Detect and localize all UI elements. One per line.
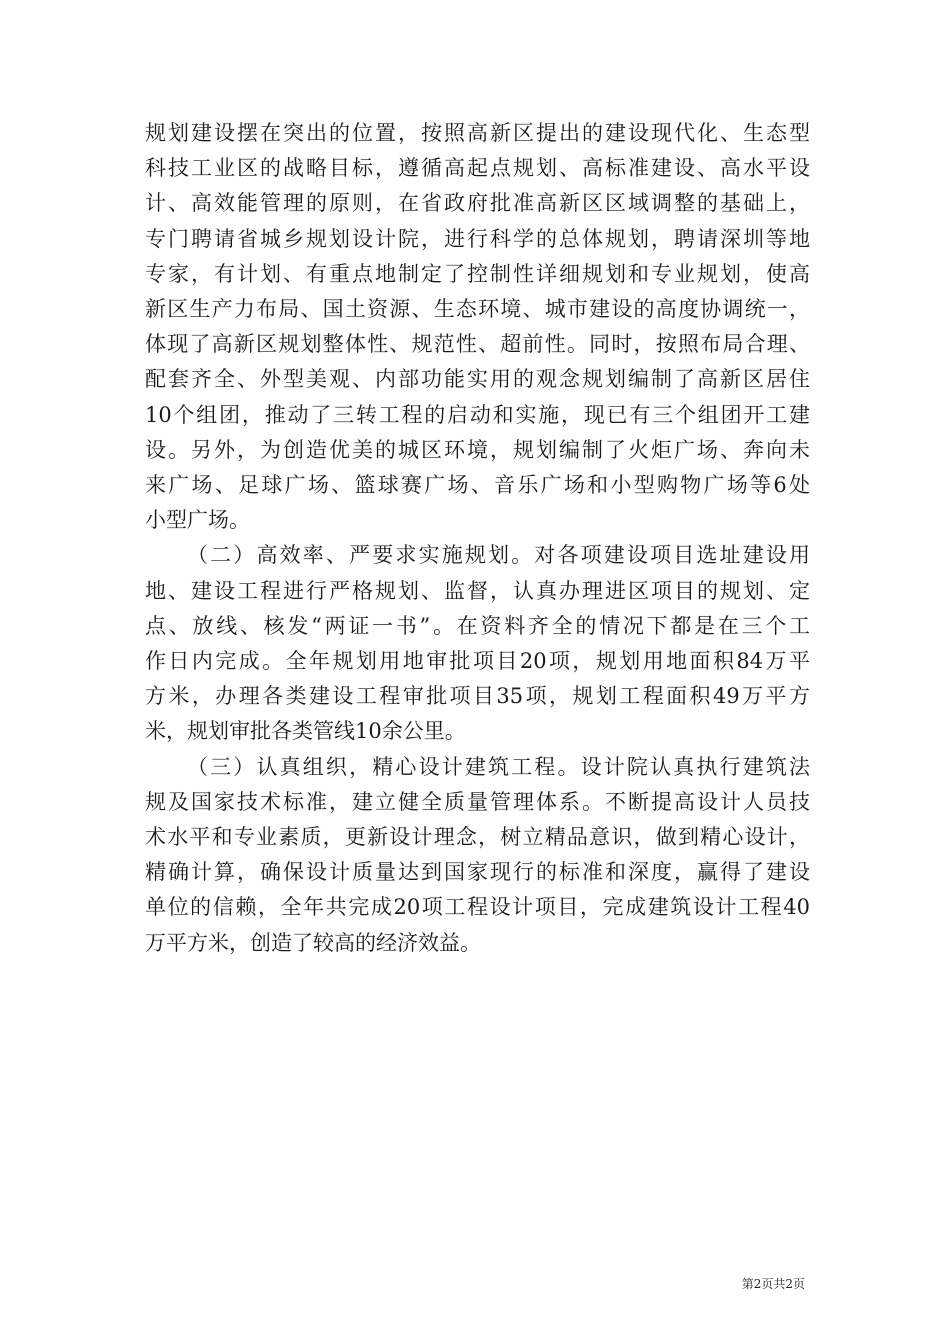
text-line: 地、建设工程进行严格规划、监督，认真办理进区项目的规划、定: [145, 578, 810, 603]
text-line: 计、高效能管理的原则，在省政府批准高新区区域调整的基础上，: [145, 191, 810, 216]
text-line: 规及国家技术标准，建立健全质量管理体系。不断提高设计人员技: [145, 789, 810, 814]
text-line: 科技工业区的战略目标，遵循高起点规划、高标准建设、高水平设: [145, 156, 810, 181]
text-line: 体现了高新区规划整体性、规范性、超前性。同时，按照布局合理、: [145, 332, 810, 357]
text-line: 点、放线、核发“两证一书”。在资料齐全的情况下都是在三个工: [145, 613, 810, 638]
text-line: 方米，办理各类建设工程审批项目35项，规划工程面积49万平方: [145, 684, 810, 709]
text-line: 新区生产力布局、国土资源、生态环境、城市建设的高度协调统一，: [145, 297, 810, 322]
text-line: （二）高效率、严要求实施规划。对各项建设项目选址建设用: [187, 543, 810, 568]
paragraph-planning-overview: [145, 116, 810, 538]
text-line: 专家，有计划、有重点地制定了控制性详细规划和专业规划，使高: [145, 261, 810, 286]
text-line: （三）认真组织，精心设计建筑工程。设计院认真执行建筑法: [187, 754, 810, 779]
text-line: 配套齐全、外型美观、内部功能实用的观念规划编制了高新区居住: [145, 367, 810, 392]
paragraph-architectural-design: [145, 750, 810, 961]
text-line: 10个组团，推动了三转工程的启动和实施，现已有三个组团开工建: [145, 402, 810, 427]
text-line: 术水平和专业素质，更新设计理念，树立精品意识，做到精心设计，: [145, 825, 810, 850]
text-line: 作日内完成。全年规划用地审批项目20项，规划用地面积84万平: [145, 649, 810, 674]
text-line: 精确计算，确保设计质量达到国家现行的标准和深度，赢得了建设: [145, 860, 810, 885]
paragraph-planning-implementation: [145, 538, 810, 749]
text-line: 米，规划审批各类管线10余公里。: [145, 719, 466, 744]
body-text: [145, 116, 810, 961]
text-line: 专门聘请省城乡规划设计院，进行科学的总体规划，聘请深圳等地: [145, 226, 810, 251]
page-number-footer: 第2页共2页: [741, 1277, 805, 1291]
text-line: 单位的信赖，全年共完成20项工程设计项目，完成建筑设计工程40: [145, 895, 810, 920]
text-line: 小型广场。: [145, 508, 250, 533]
text-line: 来广场、足球广场、篮球赛广场、音乐广场和小型购物广场等6处: [145, 473, 810, 498]
text-line: 规划建设摆在突出的位置，按照高新区提出的建设现代化、生态型: [145, 121, 810, 145]
text-line: 设。另外，为创造优美的城区环境，规划编制了火炬广场、奔向未: [145, 437, 810, 462]
text-line: 万平方米，创造了较高的经济效益。: [145, 930, 481, 955]
